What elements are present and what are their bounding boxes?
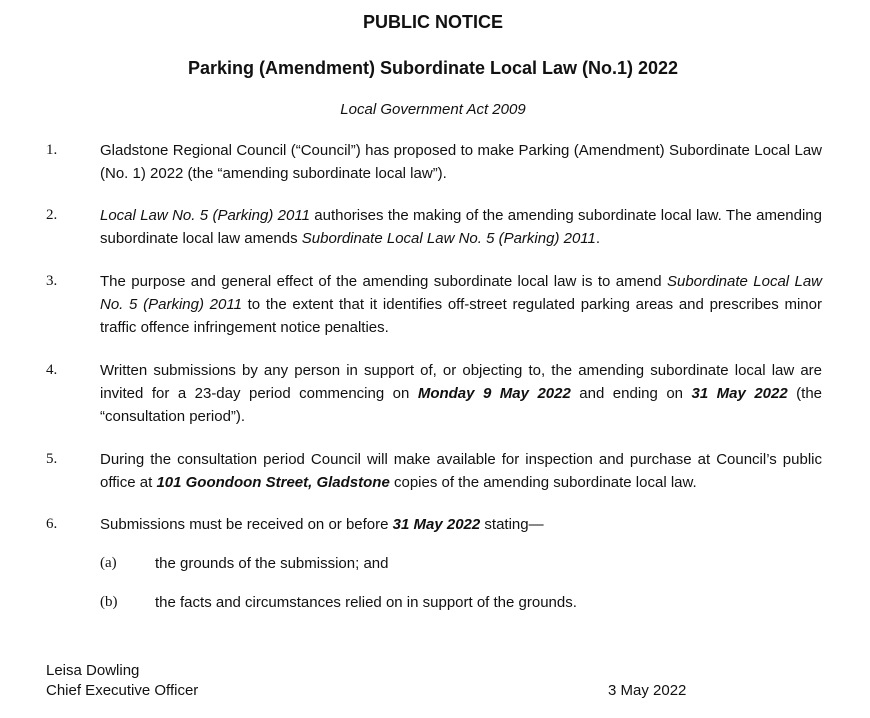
item-number: 2. [46, 207, 58, 223]
subitem-label: (b) [100, 594, 118, 610]
subitem-label: (a) [100, 555, 117, 571]
item-number: 3. [46, 273, 58, 289]
subitem-text: the grounds of the submission; and [155, 555, 389, 572]
notice-title: PUBLIC NOTICE [362, 12, 503, 32]
paragraph-3: The purpose and general effect of the amending subordinate local law is to amend Subordinate Local Law No. 5 (Parking) 2011 to the extent that it identifies off-street regulated parking areas and prescribes minor traffic offence infringement notice penalties. [100, 273, 823, 336]
paragraph-1: Gladstone Regional Council (“Council”) has proposed to make Parking (Amendment) Subordinate Local Law (No. 1) 2022 (the “amending subordinate local law”). [100, 142, 822, 182]
item-number: 1. [46, 142, 58, 158]
notice-date: 3 May 2022 [608, 682, 687, 699]
item-number: 5. [46, 451, 58, 467]
item-number: 4. [46, 362, 58, 378]
paragraph-6: Submissions must be received on or before 31 May 2022 stating— [100, 516, 544, 533]
act-name: Local Government Act 2009 [340, 101, 526, 118]
law-title: Parking (Amendment) Subordinate Local Law (No.1) 2022 [187, 58, 679, 78]
signatory-role: Chief Executive Officer [46, 682, 199, 699]
paragraph-2: Local Law No. 5 (Parking) 2011 authorises the making of the amending subordinate local law. The amending subordinate local law amends Subordinate Local Law No. 5 (Parking) 2011. [100, 207, 822, 247]
item-number: 6. [46, 516, 58, 532]
paragraph-5: During the consultation period Council will make available for inspection and purchase at Council’s public office at 101 Goondoon Street, Gladstone copies of the amending subordinate local law. [100, 451, 822, 491]
subitem-text: the facts and circumstances relied on in support of the grounds. [155, 594, 577, 611]
paragraph-4: Written submissions by any person in support of, or objecting to, the amending subordinate local law are invited for a 23-day period commencing on Monday 9 May 2022 and ending on 31 May 2022 (the “consultation period”). [100, 362, 823, 425]
signatory-name: Leisa Dowling [46, 662, 140, 679]
